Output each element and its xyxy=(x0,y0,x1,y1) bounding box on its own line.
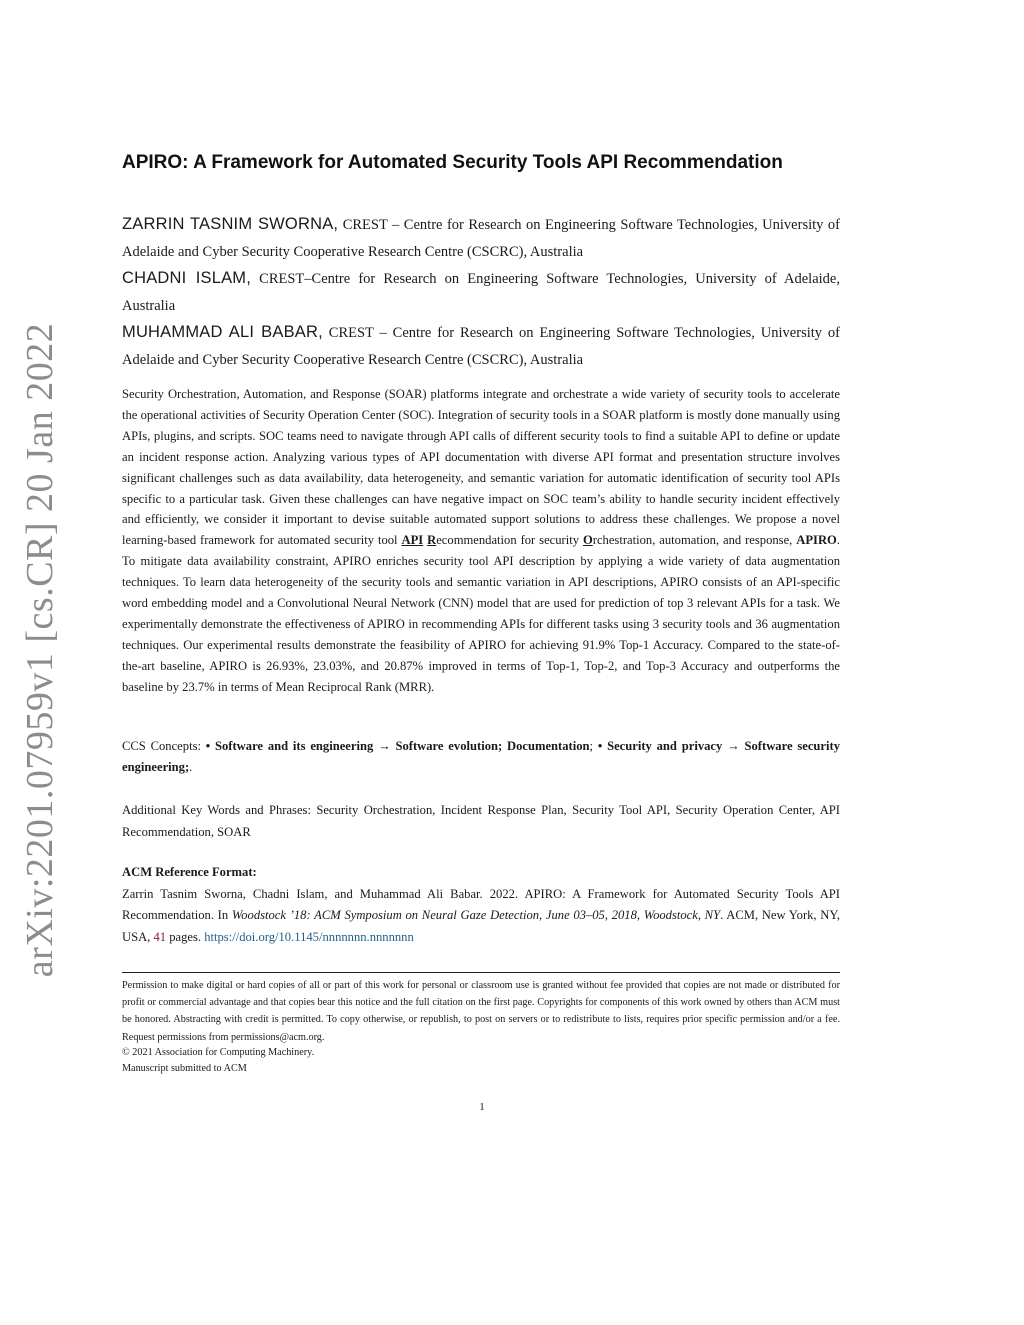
abstract-text-3: rchestration, automation, and response, xyxy=(592,533,797,548)
ccs-concept-1: • Software and its engineering → Software evolution; Documentation xyxy=(205,739,590,753)
author-block-2 xyxy=(122,265,840,320)
acm-reference-text-2: . ACM, New York, NY, USA, xyxy=(122,908,840,944)
author-block-1 xyxy=(122,211,840,266)
author-affiliation: CREST–Centre for Research on Engineering Software Technologies, University of Adelaide, Australia xyxy=(122,271,840,314)
abstract xyxy=(122,384,840,698)
framework-name: APIRO xyxy=(796,533,837,548)
ccs-separator: ; xyxy=(589,739,598,753)
acronym-api: API xyxy=(401,533,424,548)
ccs-concept-2: • Security and privacy → Software security engineering; xyxy=(122,739,841,774)
acronym-r: R xyxy=(427,533,437,548)
author-affiliation: CREST – Centre for Research on Engineering Software Technologies, University of Adelaide and Cyber Security Cooperative Research Centre (CSCRC), Australia xyxy=(122,325,840,368)
manuscript-note: Manuscript submitted to ACM xyxy=(122,1063,247,1074)
doi-link[interactable]: https://doi.org/10.1145/nnnnnnn.nnnnnnn xyxy=(204,929,414,944)
acm-reference-format xyxy=(122,862,840,948)
permission-notice: Permission to make digital or hard copies of all or part of this work for personal or classroom use is granted without fee provided that copies are not made or distributed for profit or commercial advantage and that copies bear this notice and the full citation on the first page. Copyrights for components of this work owned by others than ACM must be honored. Abstracting with credit is permitted. To copy otherwise, or republish, to post on servers or to redistribute to lists, requires prior specific permission and/or a fee. Request permissions from permissions@acm.org. xyxy=(122,980,840,1043)
footnote-divider xyxy=(122,972,840,973)
acm-reference-heading: ACM Reference Format: xyxy=(122,865,257,879)
additional-keywords: Additional Key Words and Phrases: Security Orchestration, Incident Response Plan, Security Tool API, Security Operation Center, API Recommendation, SOAR xyxy=(122,803,840,839)
abstract-text-4: . To mitigate data availability constraint, APIRO enriches security tool API description by applying a wide variety of data augmentation techniques. To learn data heterogeneity of the security tools and semantic variation in API descriptions, APIRO consists of an API-specific word embedding model and a Convolutional Neural Network (CNN) model that are used for prediction of top 3 relevant APIs for a task. We experimentally demonstrate the effectiveness of APIRO in recommending APIs for different tasks using 3 security tools and 36 augmentation techniques. Our experimental results demonstrate the feasibility of APIRO for achieving 91.9% Top-1 Accuracy. Compared to the state-of-the-art baseline, APIRO is 26.93%, 23.03%, and 20.87% improved in terms of Top-1, Top-2, and Top-3 Accuracy and outperforms the baseline by 23.7% in terms of Mean Reciprocal Rank (MRR). xyxy=(122,533,840,694)
author-name: MUHAMMAD ALI BABAR, xyxy=(122,323,323,341)
author-block-3 xyxy=(122,319,840,374)
acm-reference-text-3: pages. xyxy=(166,929,205,944)
author-name: CHADNI ISLAM, xyxy=(122,269,252,287)
ccs-end: . xyxy=(189,760,193,774)
copyright-notice: © 2021 Association for Computing Machinery. xyxy=(122,1047,315,1058)
paper-title: APIRO: A Framework for Automated Security Tools API Recommendation xyxy=(122,152,783,173)
author-affiliation: CREST – Centre for Research on Engineering Software Technologies, University of Adelaide and Cyber Security Cooperative Research Centre (CSCRC), Australia xyxy=(122,217,840,260)
author-name: ZARRIN TASNIM SWORNA, xyxy=(122,215,339,233)
acm-reference-venue: Woodstock ’18: ACM Symposium on Neural Gaze Detection, June 03–05, 2018, Woodstock, NY xyxy=(231,908,721,922)
abstract-text-2: ecommendation for security xyxy=(436,533,583,548)
ccs-label: CCS Concepts: xyxy=(122,739,206,753)
ccs-concepts xyxy=(122,736,840,778)
acm-reference-text-1: Zarrin Tasnim Sworna, Chadni Islam, and Muhammad Ali Babar. 2022. APIRO: A Framework for Automated Security Tools API Recommendation. In xyxy=(122,886,840,922)
abstract-text-1: Security Orchestration, Automation, and Response (SOAR) platforms integrate and orchestrate a wide variety of security tools to accelerate the operational activities of Security Operation Center (SOC). Integration of security tools in a SOAR platform is mostly done manually using APIs, plugins, and scripts. SOC teams need to navigate through API calls of different security tools to find a suitable API to define or update an incident response action. Analyzing various types of API documentation with diverse API format and presentation structure involves significant challenges such as data availability, data heterogeneity, and semantic variation for automatic identification of security tool APIs specific to a particular task. Given these challenges can have negative impact on SOC team’s ability to handle security incident effectively and efficiently, we consider it important to devise suitable automated support solutions to address these challenges. We propose a novel learning-based framework for automated security tool xyxy=(122,387,840,548)
page-count-link[interactable]: 41 xyxy=(153,929,167,944)
page-number: 1 xyxy=(479,1101,485,1113)
arxiv-identifier-stamp[interactable]: arXiv:2201.07959v1 [cs.CR] 20 Jan 2022 xyxy=(19,322,61,978)
acronym-o: O xyxy=(582,533,593,548)
